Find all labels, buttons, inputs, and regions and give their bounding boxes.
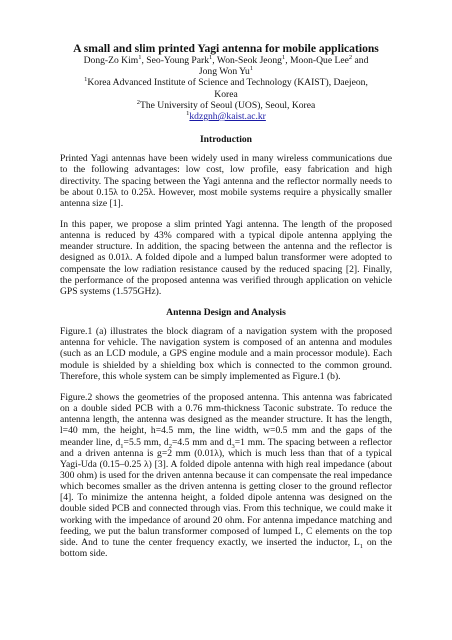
paragraph-design-2: Figure.2 shows the geometries of the proposed antenna. This antenna was fabricated on a double sided PCB with a 0.76 mm-thickness Taconic substrate. To reduce the antenna length, the antenna was designed as the meander structure. It has the length, l=40 mm, the height, h=4.5 mm, the line width, w=0.5 mm and the gaps of the meander line, $d_1=5.5$ mm, $d_2=4.5$ mm and $d_3=1$ mm. The spacing between a reflector and a driven antenna is g=2 mm (0.01λ), which is much less than that of a typical Yagi-Uda (0.15–0.25 λ) [3]. A folded dipole antenna with high real impedance (about 300 ohm) is used for the driven antenna because it can compensate the real impedance which becomes smaller as the driven antenna is getting closer to the ground reflector [4]. To minimize the antenna height, a folded dipole antenna was designed on the double sided PCB and connected through vias. From this technique, we could make it working with the impedance of around 20 ohm. For antenna impedance matching and feeding, we put the balun transformer composed of lumped L, C elements on the top side. And to tune the center frequency exactly, we inserted the inductor, $L_1$ on the bottom side. <box>60 391 393 560</box>
paragraph-intro-2: In this paper, we propose a slim printed Yagi antenna. The length of the proposed antenna is reduced by 43% compared with a typical dipole antenna applying the meander structure. In addition, the spacing between the antenna and the reflector is designed as 0.01λ. A folded dipole and a lumped balun transformer were adopted to compensate the low radiation resistance caused by the reduced spacing [2]. Finally, the performance of the proposed antenna was verified through application on vehicle GPS systems (1.575GHz). <box>60 219 392 297</box>
section-heading-introduction: Introduction <box>199 134 253 146</box>
author-list: Dong-Zo Kim$^1$, Seo-Young Park$^1$, Won-Seok Jeong$^1$, Moon-Que Lee$^2$ and Jong Won Yu$^1$ <box>83 53 369 78</box>
paragraph-design-1: Figure.1 (a) illustrates the block diagram of a navigation system with the proposed antenna for vehicle. The navigation system is composed of an antenna and modules (such as an LCD module, a GPS engine module and a main processor module). Each module is shielded by a shielding box which is connected to the common ground. Therefore, this whole system can be simply implemented as Figure.1 (b). <box>60 326 392 382</box>
paper-title: A small and slim printed Yagi antenna for mobile applications <box>73 42 379 55</box>
paragraph-intro-1: Printed Yagi antennas have been widely used in many wireless communications due to the following advantages: low cost, low profile, easy fabrication and high directivity. The spacing between the Yagi antenna and the reflector normally needs to be about 0.15λ to 0.25λ. However, most mobile systems require a physically smaller antenna size [1]. <box>60 153 392 209</box>
affiliation-list: $^1$Korea Advanced Institute of Science and Technology (KAIST), Daejeon, Korea $^2$The University of Seoul (UOS), Seoul, Korea $^1$kdzgnh@kaist.ac.kr <box>84 76 368 123</box>
section-heading-design: Antenna Design and Analysis <box>166 307 286 319</box>
author-email-link[interactable]: kdzgnh@kaist.ac.kr <box>189 111 266 123</box>
